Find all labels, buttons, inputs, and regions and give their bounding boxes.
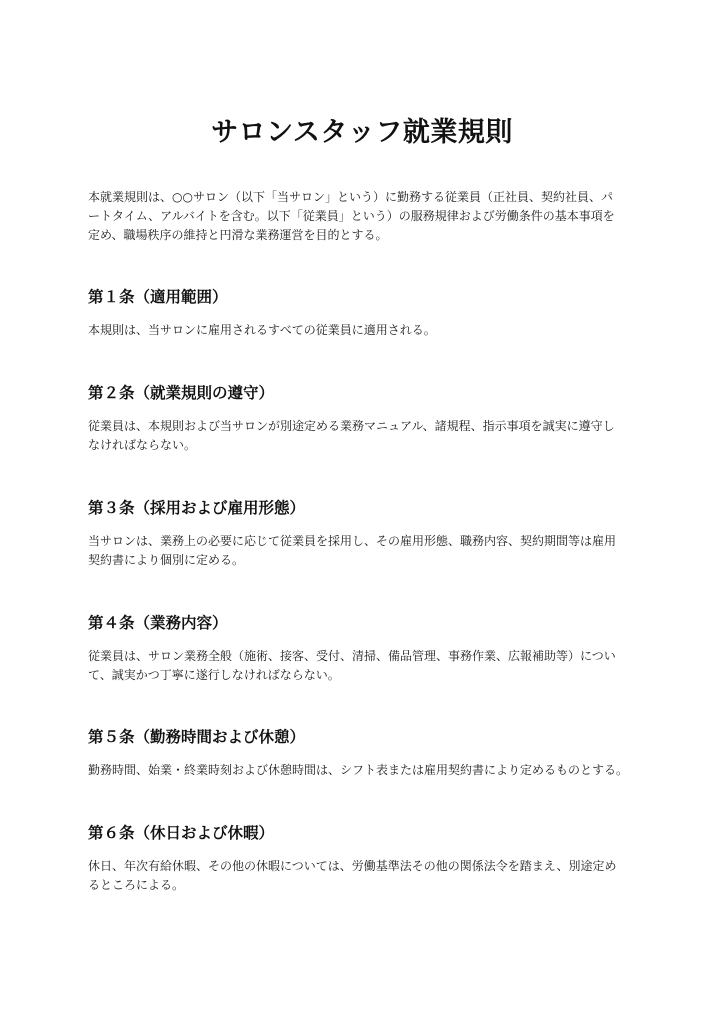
article-3: [88, 498, 643, 570]
article-line: て、誠実かつ丁寧に遂行しなければならない。: [88, 668, 340, 682]
article-line: るところによる。: [88, 878, 185, 892]
article-heading: 第３条（採用および雇用形態）: [88, 499, 306, 517]
article-4: [88, 613, 643, 685]
article-5: [88, 727, 643, 780]
article-1: [88, 287, 643, 340]
article-line: 本規則は、当サロンに雇用されるすべての従業員に適用される。: [88, 323, 436, 337]
article-body: [88, 857, 643, 895]
article-body: [88, 761, 643, 780]
article-heading: 第６条（休日および休暇）: [88, 824, 275, 842]
article-body: [88, 417, 643, 455]
article-line: 契約書により個別に定める。: [88, 553, 245, 567]
article-body: [88, 647, 643, 685]
article-line: 勤務時間、始業・終業時刻および休憩時間は、シフト表または雇用契約書により定めるものとする。: [88, 763, 629, 777]
article-heading: 第４条（業務内容）: [88, 614, 228, 632]
article-line: 当サロンは、業務上の必要に応じて従業員を採用し、その雇用形態、職務内容、契約期間等は雇用: [88, 534, 617, 548]
article-heading: 第５条（勤務時間および休憩）: [88, 728, 306, 746]
article-line: 従業員は、サロン業務全般（施術、接客、受付、清掃、備品管理、事務作業、広報補助等）につい: [88, 649, 616, 663]
article-heading: 第１条（適用範囲）: [88, 288, 228, 306]
document-title: サロンスタッフ就業規則: [211, 117, 513, 148]
article-6: [88, 823, 643, 895]
intro-line: ートタイム、アルバイトを含む。以下「従業員」という）の服務規律および労働条件の基本事項を: [88, 209, 615, 223]
article-line: なければならない。: [88, 438, 197, 452]
intro-line: 定め、職場秩序の維持と円滑な業務運営を目的とする。: [88, 228, 388, 242]
intro-paragraph: [88, 188, 638, 245]
article-line: 休日、年次有給休暇、その他の休暇については、労働基準法その他の関係法令を踏まえ、別途定め: [88, 859, 617, 873]
article-2: [88, 383, 643, 455]
article-body: [88, 321, 643, 340]
article-body: [88, 532, 643, 570]
intro-line: 本就業規則は、○○サロン（以下「当サロン」という）に勤務する従業員（正社員、契約社員、パ: [88, 190, 613, 204]
article-heading: 第２条（就業規則の遵守）: [88, 384, 275, 402]
article-line: 従業員は、本規則および当サロンが別途定める業務マニュアル、諸規程、指示事項を誠実に遵守し: [88, 419, 615, 433]
